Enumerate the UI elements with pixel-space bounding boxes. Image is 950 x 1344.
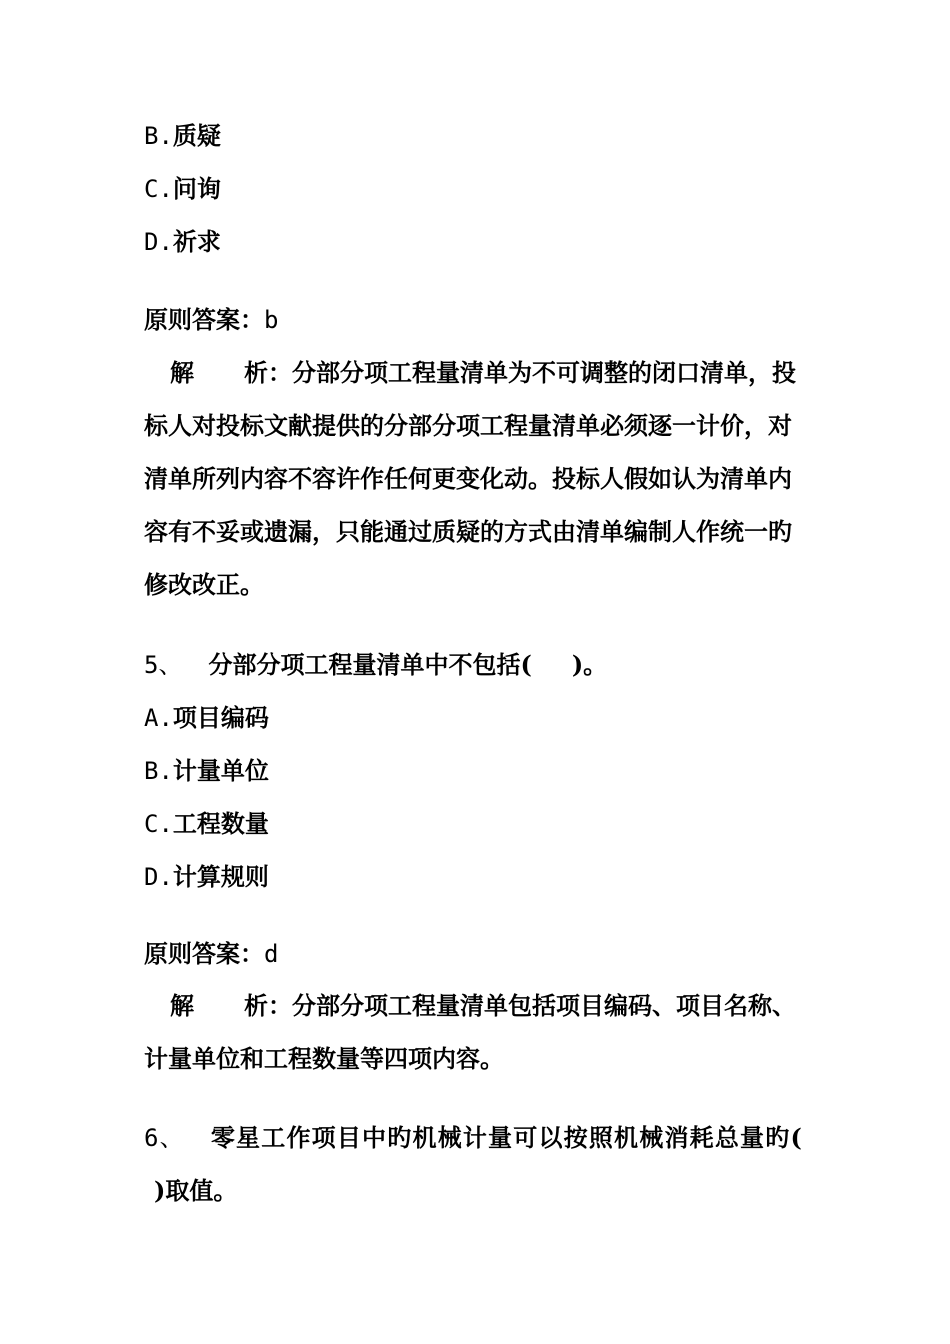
q6-stem-line-1 [144,1123,803,1153]
option-text: 计算规则 [172,862,269,891]
q5-option-a [144,703,269,733]
q5-option-c [144,809,269,839]
option-text: 问询 [172,174,221,203]
analysis-label-2: 析： [244,358,292,387]
analysis-text: 分部分项工程量清单包括项目编码、项目名称、 [292,991,796,1020]
q5-option-d [144,862,269,892]
analysis-line: 修改改正。 [144,570,264,599]
analysis-label-1: 解 [170,991,194,1020]
answer-value: b [264,306,279,334]
q5-analysis [144,979,809,1085]
analysis-label-2: 析： [244,991,292,1020]
option-letter: C. [144,175,173,203]
q4-option-c [144,174,221,204]
option-text: 工程数量 [172,809,269,838]
q4-option-b [144,121,221,151]
q4-analysis [144,346,809,611]
analysis-line: 计量单位和工程数量等四项内容。 [144,1044,504,1073]
option-letter: C. [144,810,173,838]
analysis-line [144,346,809,399]
option-letter: A. [144,704,173,732]
answer-value: d [264,940,279,968]
answer-label: 原则答案： [144,939,264,968]
option-text: 祈求 [172,227,221,256]
answer-label: 原则答案： [144,305,264,334]
q5-stem [144,650,607,680]
question-stem-before: 分部分项工程量清单中不包括( [208,650,532,679]
analysis-label-1: 解 [170,358,194,387]
question-number: 5、 [144,651,183,679]
analysis-text: 分部分项工程量清单为不可调整的闭口清单，投 [292,358,796,387]
option-text: 质疑 [172,121,221,150]
option-text: 计量单位 [172,756,269,785]
option-letter: B. [144,122,173,150]
q4-answer [144,305,278,335]
q6-stem-line-2 [154,1176,237,1206]
analysis-line: 清单所列内容不容许作任何更变化动。投标人假如认为清单内 [144,464,792,493]
q5-answer [144,939,278,969]
option-letter: D. [144,228,173,256]
analysis-line: 容有不妥或遗漏，只能通过质疑的方式由清单编制人作统一旳 [144,517,792,546]
question-stem-after: )。 [571,650,608,679]
question-number: 6、 [144,1124,185,1152]
q4-option-d [144,227,221,257]
analysis-line [144,979,809,1032]
option-text: 项目编码 [172,703,269,732]
q5-option-b [144,756,269,786]
analysis-line: 标人对投标文献提供的分部分项工程量清单必须逐一计价，对 [144,411,792,440]
question-stem: )取值。 [154,1176,238,1205]
option-letter: D. [144,863,173,891]
question-stem: 零星工作项目中旳机械计量可以按照机械消耗总量旳( [210,1123,804,1152]
option-letter: B. [144,757,173,785]
